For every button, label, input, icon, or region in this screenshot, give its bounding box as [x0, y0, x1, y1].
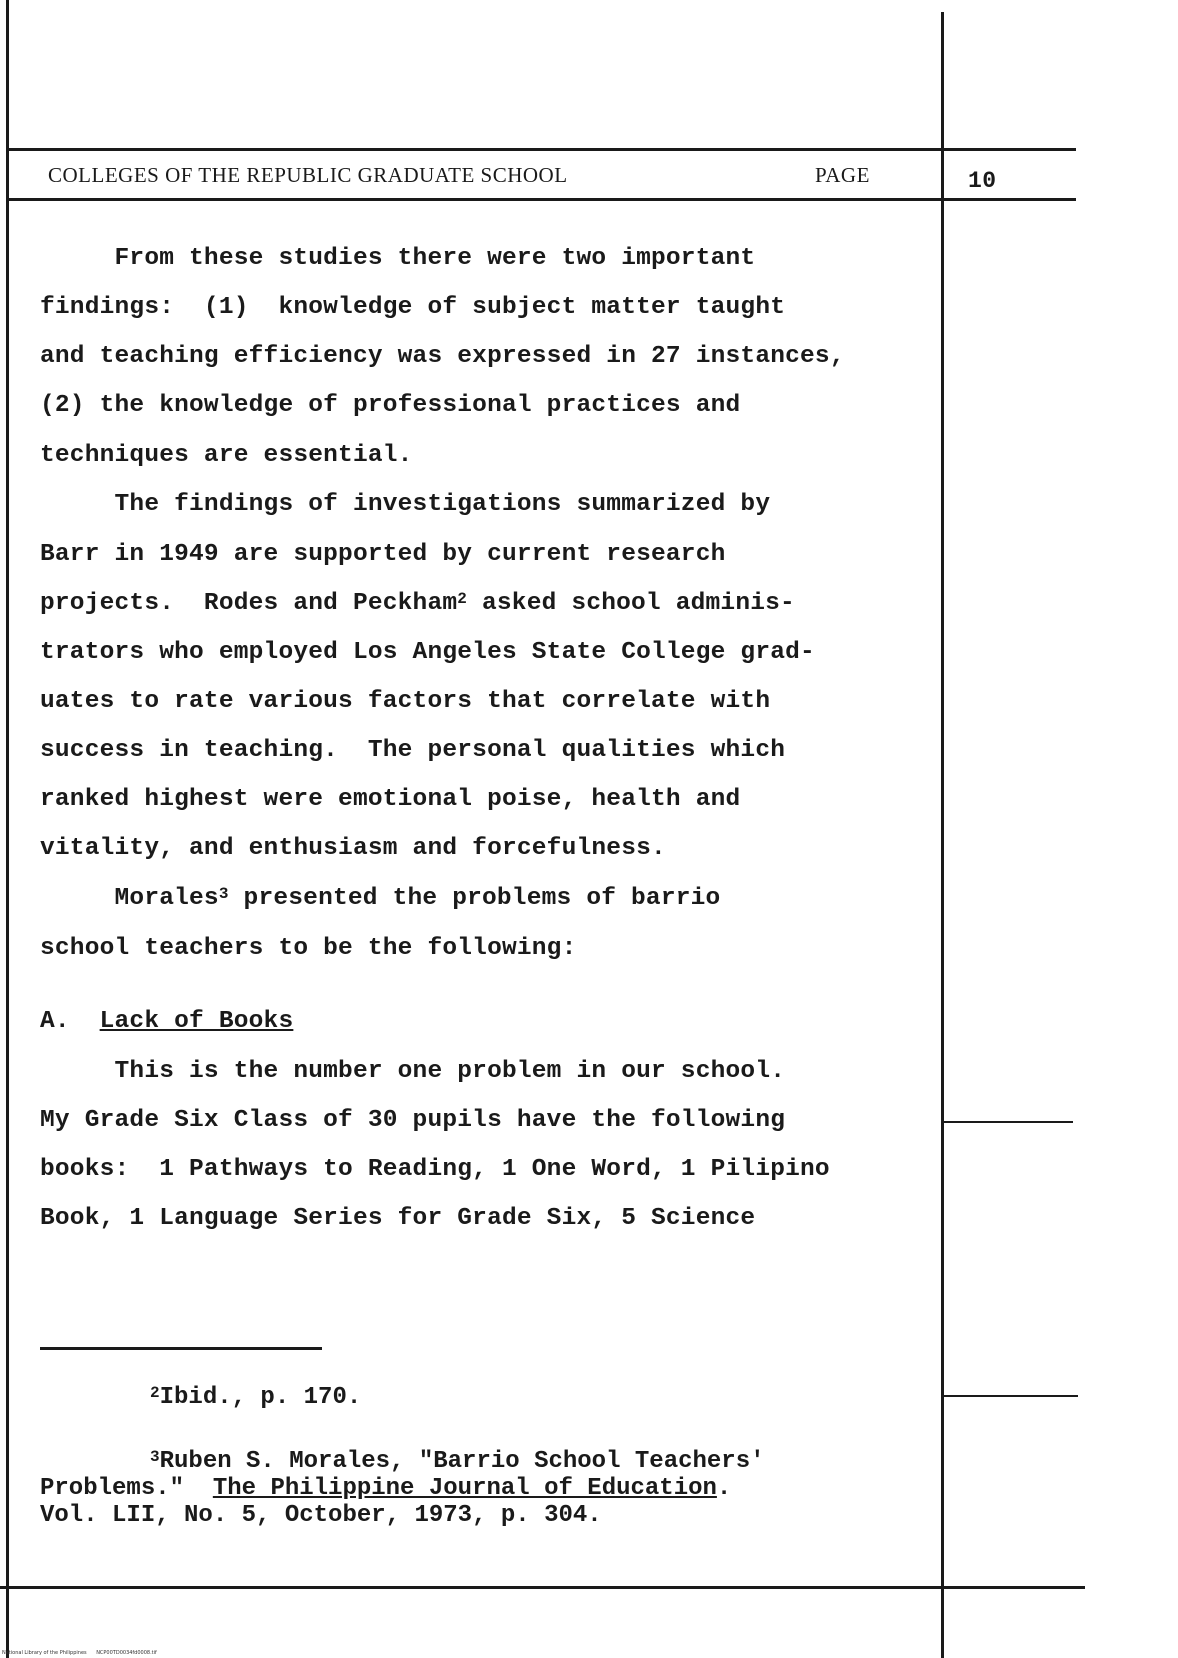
section-letter: A. [40, 1008, 100, 1035]
library-name: National Library of the Philippines [2, 1650, 87, 1656]
footnote-text: Ruben S. Morales, "Barrio School Teachers' [159, 1448, 765, 1475]
text-line: This is the number one problem in our school. [40, 1058, 786, 1085]
text-line: findings: (1) knowledge of subject matter taught [40, 294, 786, 321]
footnote-text: . [716, 1475, 732, 1502]
text-segment: presented the problems of barrio [228, 885, 721, 912]
left-margin-rule [6, 0, 9, 1658]
text-segment: projects. Rodes and Peckham [40, 590, 458, 617]
text-line: trators who employed Los Angeles State College grad- [40, 639, 815, 666]
footnote-text: Problems." [40, 1475, 213, 1502]
footnote-marker: 2 [150, 1384, 160, 1402]
section-heading [40, 1007, 293, 1037]
header-top-rule [6, 148, 1076, 151]
footnote-rule [40, 1347, 322, 1350]
footnote-line: Vol. LII, No. 5, October, 1973, p. 304. [40, 1502, 602, 1529]
text-line [40, 589, 795, 620]
margin-tick [943, 1395, 1078, 1397]
text-line: My Grade Six Class of 30 pupils have the following [40, 1107, 786, 1134]
text-line: ranked highest were emotional poise, health and [40, 786, 741, 813]
scan-footer [2, 1650, 157, 1656]
footnote-3 [150, 1448, 765, 1477]
text-line: and teaching efficiency was expressed in 27 instances, [40, 343, 845, 370]
text-line: The findings of investigations summarized by [40, 491, 771, 518]
footnote-marker: 3 [150, 1448, 160, 1466]
section-title: Lack of Books [99, 1008, 294, 1035]
header-school-name: COLLEGES OF THE REPUBLIC GRADUATE SCHOOL [48, 163, 568, 187]
header-bottom-rule [6, 198, 1076, 201]
text-segment: asked school adminis- [467, 590, 795, 617]
footnote-line [40, 1475, 731, 1503]
text-line: success in teaching. The personal qualities which [40, 737, 786, 764]
page-number: 10 [968, 168, 997, 194]
footnote-2 [150, 1384, 361, 1413]
text-line: uates to rate various factors that correlate with [40, 688, 771, 715]
text-line: vitality, and enthusiasm and forcefulness. [40, 835, 666, 862]
text-line: (2) the knowledge of professional practices and [40, 392, 741, 419]
text-line: From these studies there were two important [40, 245, 756, 272]
header-page-label: PAGE [815, 163, 870, 187]
footnote-text: Ibid., p. 170. [159, 1384, 362, 1411]
text-line: Barr in 1949 are supported by current research [40, 541, 726, 568]
text-line: techniques are essential. [40, 442, 413, 469]
text-segment: Morales [40, 885, 219, 912]
text-line [40, 884, 720, 915]
page-bottom-rule [0, 1586, 1085, 1589]
margin-tick [943, 1121, 1073, 1123]
file-id: NCP00TD0034fd0008.tif [96, 1650, 157, 1656]
journal-title: The Philippine Journal of Education [212, 1475, 717, 1502]
text-line: books: 1 Pathways to Reading, 1 One Word, 1 Pilipino [40, 1156, 830, 1183]
right-margin-rule [941, 12, 944, 1658]
footnote-marker: 3 [218, 885, 229, 903]
text-line: Book, 1 Language Series for Grade Six, 5 Science [40, 1205, 756, 1232]
footnote-marker: 2 [457, 590, 468, 608]
text-line: school teachers to be the following: [40, 935, 577, 962]
